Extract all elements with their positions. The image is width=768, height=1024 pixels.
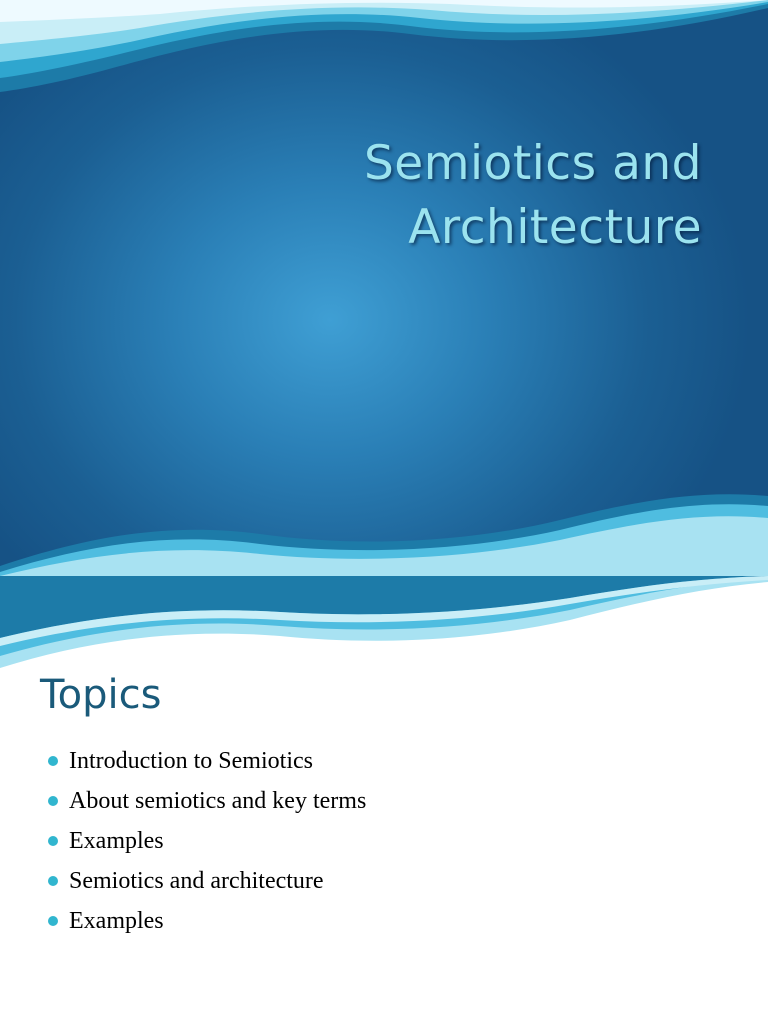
list-item-text: About semiotics and key terms bbox=[69, 788, 367, 814]
list-item-text: Examples bbox=[69, 908, 164, 934]
list-item bbox=[48, 741, 366, 781]
bullet-dot-icon bbox=[48, 756, 58, 766]
slide-1-title bbox=[364, 132, 702, 260]
topics-title: Topics bbox=[40, 672, 162, 718]
top-wave-decoration bbox=[0, 0, 768, 95]
list-item-text: Introduction to Semiotics bbox=[69, 748, 313, 774]
bottom-wave-decoration bbox=[0, 486, 768, 576]
bullet-dot-icon bbox=[48, 876, 58, 886]
list-item-text: Examples bbox=[69, 828, 164, 854]
list-item bbox=[48, 901, 366, 941]
list-item bbox=[48, 821, 366, 861]
list-item bbox=[48, 781, 366, 821]
bullet-dot-icon bbox=[48, 836, 58, 846]
bullet-dot-icon bbox=[48, 796, 58, 806]
topics-slide bbox=[0, 576, 768, 1024]
title-line-2: Architecture bbox=[408, 200, 702, 255]
list-item bbox=[48, 861, 366, 901]
topics-list bbox=[48, 741, 366, 941]
bullet-dot-icon bbox=[48, 916, 58, 926]
title-line-1: Semiotics and bbox=[363, 136, 702, 191]
list-item-text: Semiotics and architecture bbox=[69, 868, 324, 894]
topics-wave-decoration bbox=[0, 576, 768, 676]
